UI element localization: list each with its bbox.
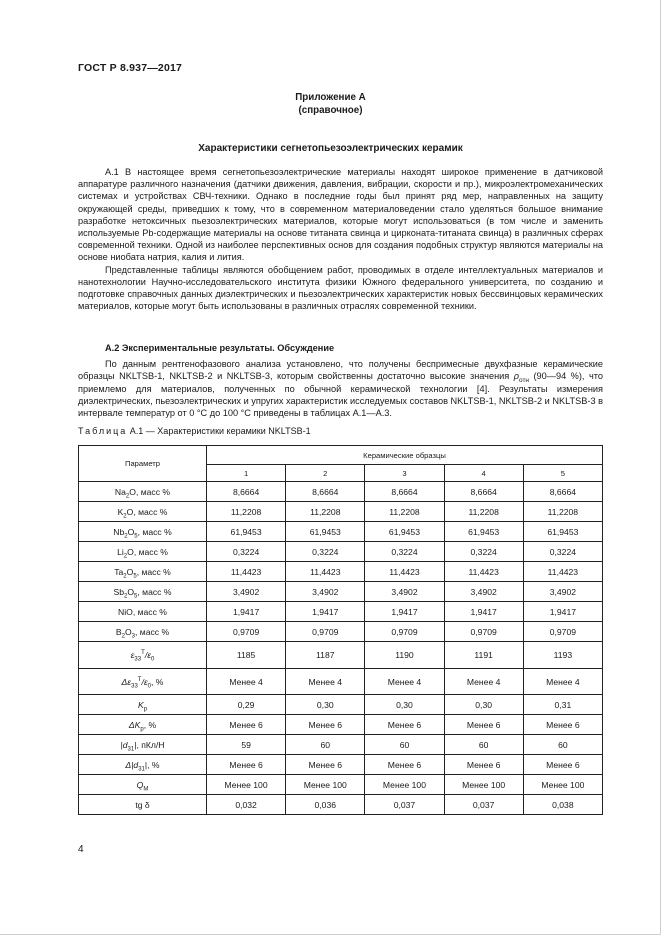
value-cell: 0,9709 — [207, 622, 286, 642]
table-caption-word: Таблица — [78, 426, 128, 436]
value-cell: 0,3224 — [444, 542, 523, 562]
value-cell: 8,6664 — [523, 482, 602, 502]
rho-symbol: ρ — [513, 371, 520, 382]
parameter-label-part: p — [140, 726, 144, 733]
value-cell: 0,3224 — [365, 542, 444, 562]
parameter-label-part: NiO, масс % — [118, 606, 167, 617]
value-cell: 3,4902 — [207, 582, 286, 602]
table-row — [79, 642, 603, 669]
value-cell: 0,9709 — [286, 622, 365, 642]
value-cell: 0,9709 — [444, 622, 523, 642]
parameter-label-part: p — [143, 706, 148, 713]
parameter-label-part: 33 — [131, 683, 138, 690]
value-cell: 61,9453 — [207, 522, 286, 542]
page-number: 4 — [78, 844, 84, 855]
value-cell: 3,4902 — [286, 582, 365, 602]
value-cell: 0,032 — [207, 795, 286, 815]
parameter-cell — [79, 735, 207, 755]
column-header-sample-5: 5 — [523, 465, 602, 482]
section-a1 — [78, 166, 603, 312]
table-row — [79, 669, 603, 695]
value-cell: 61,9453 — [444, 522, 523, 542]
parameter-label-part: Na — [114, 486, 126, 497]
value-cell: 0,3224 — [523, 542, 602, 562]
value-cell: Менее 6 — [523, 715, 602, 735]
value-cell: 0,037 — [365, 795, 444, 815]
parameter-cell — [79, 602, 207, 622]
value-cell: 0,29 — [207, 695, 286, 715]
value-cell: 61,9453 — [523, 522, 602, 542]
value-cell: Менее 100 — [286, 775, 365, 795]
value-cell: 1193 — [523, 642, 602, 669]
value-cell: 11,2208 — [444, 502, 523, 522]
parameter-label-part: 2 — [124, 593, 128, 600]
value-cell: 0,30 — [365, 695, 444, 715]
table-row — [79, 502, 603, 522]
parameter-label-part: O, масс % — [127, 546, 168, 557]
value-cell: 3,4902 — [365, 582, 444, 602]
parameter-label-part: |, % — [144, 759, 160, 770]
parameter-cell — [79, 622, 207, 642]
column-header-sample-3: 3 — [365, 465, 444, 482]
parameter-cell — [79, 582, 207, 602]
value-cell: 0,037 — [444, 795, 523, 815]
value-cell: 0,9709 — [523, 622, 602, 642]
value-cell: 61,9453 — [365, 522, 444, 542]
value-cell: 11,2208 — [286, 502, 365, 522]
parameter-label-part: ΔK — [128, 719, 141, 730]
column-header-samples: Керамические образцы — [207, 446, 603, 465]
rho-subscript: отн — [519, 377, 529, 385]
paragraph: А.1 В настоящее время сегнетопьезоэлектрические материалы находят широкое применение в датчиковой аппаратуре различного назначения (датчики движения, давления, вибрации, скорости и пр.), микроэлектромеханических системах и устройствах СВЧ-техники. Однако в последние годы был принят ряд мер, направленных на защиту окружающей среды, приведших к тому, что в современном материаловедении стало уделяться большое внимание разработке нетоксичных пьезоэлектрических материалов, которые могут использоваться (в том числе и заменить используемые Pb-содержащие материалы на основе титаната свинца и цирконата-титаната свинца) в различных сферах современной техники. Одной из наиболее перспективных основ для создания подобных структур являются материалы на основе ниобата натрия, калия и лития. — [78, 167, 603, 263]
value-cell: 60 — [286, 735, 365, 755]
parameter-cell — [79, 695, 207, 715]
value-cell: 0,9709 — [365, 622, 444, 642]
parameter-cell — [79, 715, 207, 735]
table-row — [79, 795, 603, 815]
parameter-label-part: Ta — [114, 566, 124, 577]
value-cell: Менее 6 — [286, 715, 365, 735]
parameter-label-part: 2 — [125, 493, 130, 500]
table-row — [79, 522, 603, 542]
table-row — [79, 775, 603, 795]
value-cell: 11,4423 — [444, 562, 523, 582]
value-cell: 11,2208 — [523, 502, 602, 522]
parameter-label-part: Li — [117, 546, 124, 557]
value-cell: Менее 6 — [365, 715, 444, 735]
column-header-sample-4: 4 — [444, 465, 523, 482]
paragraph-text: По данным рентгенофазового анализа установлено, что получены беспримесные двухфазные керамические образцы NKLTSB-1, NKLTSB-2 и NKLTSB-3, которым свойственны достаточно высокие значения — [78, 359, 603, 382]
parameter-label-part: , % — [151, 676, 164, 687]
parameter-label-part: 2 — [123, 573, 127, 580]
parameter-label-part: 2 — [123, 513, 127, 520]
parameter-label-part: O — [124, 626, 132, 637]
document-header: ГОСТ Р 8.937—2017 — [78, 62, 183, 74]
parameter-label-part: 5 — [134, 533, 138, 540]
parameter-label-part: O — [126, 566, 134, 577]
value-cell: Менее 6 — [444, 715, 523, 735]
value-cell: 1191 — [444, 642, 523, 669]
column-header-parameter: Параметр — [79, 446, 207, 482]
appendix-subtitle: (справочное) — [298, 105, 363, 116]
paragraph: Представленные таблицы являются обобщением работ, проводимых в отделе интеллектуальных материалов и нанотехнологии Научно-исследовательского института физики Южного федерального университета, по созданию и подготовке справочных данных диэлектрических и пьезоэлектрических характеристик новых бессвинцовых керамических материалов, которые могут быть использованы в различных отраслях современной техники. — [78, 264, 603, 312]
value-cell: 59 — [207, 735, 286, 755]
section-title: Характеристики сегнетопьезоэлектрических керамик — [198, 143, 463, 154]
value-cell: Менее 6 — [207, 755, 286, 775]
table-row — [79, 755, 603, 775]
value-cell: Менее 100 — [365, 775, 444, 795]
value-cell: Менее 100 — [444, 775, 523, 795]
column-header-sample-1: 1 — [207, 465, 286, 482]
parameter-cell — [79, 669, 207, 695]
parameter-label-part: Nb — [113, 526, 125, 537]
table-row — [79, 482, 603, 502]
value-cell: Менее 100 — [523, 775, 602, 795]
value-cell: 1,9417 — [286, 602, 365, 622]
column-header-sample-2: 2 — [286, 465, 365, 482]
parameter-label-part: Δ|d — [125, 759, 139, 770]
table-caption-text: А.1 — Характеристики керамики NKLTSB-1 — [127, 426, 311, 436]
parameter-cell — [79, 755, 207, 775]
parameter-label-part: T — [141, 650, 145, 657]
table-row — [79, 735, 603, 755]
value-cell: 11,4423 — [365, 562, 444, 582]
parameter-label-part: 2 — [124, 533, 128, 540]
value-cell: Менее 6 — [523, 755, 602, 775]
value-cell: 0,036 — [286, 795, 365, 815]
value-cell: 8,6664 — [444, 482, 523, 502]
parameter-label-part: O — [127, 586, 135, 597]
parameter-label-part: O — [127, 526, 135, 537]
table-row — [79, 562, 603, 582]
parameter-label-part: B — [115, 626, 122, 637]
table-row — [79, 622, 603, 642]
value-cell: 1187 — [286, 642, 365, 669]
table-row — [79, 582, 603, 602]
value-cell: 3,4902 — [523, 582, 602, 602]
section-a2 — [78, 342, 603, 419]
parameter-label-part: 5 — [134, 593, 138, 600]
value-cell: 8,6664 — [365, 482, 444, 502]
parameter-cell — [79, 482, 207, 502]
value-cell: 11,4423 — [523, 562, 602, 582]
parameter-cell — [79, 642, 207, 669]
value-cell: Менее 4 — [365, 669, 444, 695]
value-cell: 0,30 — [286, 695, 365, 715]
value-cell: 1,9417 — [523, 602, 602, 622]
parameter-label-part: 2 — [123, 553, 128, 560]
value-cell: 60 — [523, 735, 602, 755]
value-cell: Менее 6 — [207, 715, 286, 735]
parameter-label-part: 5 — [133, 573, 137, 580]
value-cell: 0,3224 — [286, 542, 365, 562]
value-cell: Менее 6 — [444, 755, 523, 775]
value-cell: 11,4423 — [286, 562, 365, 582]
parameter-label-part: 31 — [138, 766, 145, 773]
table-row — [79, 695, 603, 715]
value-cell: 0,038 — [523, 795, 602, 815]
parameter-label-part: 31 — [127, 746, 135, 753]
value-cell: 8,6664 — [207, 482, 286, 502]
parameter-label-part: O, масс % — [129, 486, 171, 497]
parameter-label-part: K — [137, 699, 144, 710]
value-cell: 1,9417 — [207, 602, 286, 622]
parameter-label-part: Sb — [113, 586, 124, 597]
value-cell: 3,4902 — [444, 582, 523, 602]
parameter-label-part: K — [117, 506, 124, 517]
value-cell: 8,6664 — [286, 482, 365, 502]
parameter-label-part: , % — [143, 719, 157, 730]
parameter-label-part: |d — [120, 739, 128, 750]
parameter-cell — [79, 795, 207, 815]
parameter-label-part: M — [143, 786, 149, 793]
value-cell: 1,9417 — [444, 602, 523, 622]
appendix-title: Приложение А — [295, 92, 366, 103]
value-cell: 60 — [365, 735, 444, 755]
value-cell: 0,31 — [523, 695, 602, 715]
value-cell: 11,2208 — [365, 502, 444, 522]
value-cell: 0,30 — [444, 695, 523, 715]
parameter-label-part: 33 — [134, 656, 142, 663]
parameter-label-part: ε — [130, 650, 135, 660]
value-cell: Менее 6 — [365, 755, 444, 775]
parameter-label-part: /ε — [141, 676, 148, 687]
table-row — [79, 715, 603, 735]
parameter-label-part: tg δ — [135, 799, 150, 810]
value-cell: 1185 — [207, 642, 286, 669]
value-cell: Менее 4 — [286, 669, 365, 695]
parameter-cell — [79, 775, 207, 795]
section-heading: А.2 Экспериментальные результаты. Обсуждение — [105, 343, 335, 353]
value-cell: Менее 4 — [523, 669, 602, 695]
parameter-label-part: 2 — [121, 633, 125, 640]
table-body — [79, 482, 603, 815]
value-cell: 1190 — [365, 642, 444, 669]
table-row — [79, 542, 603, 562]
parameter-label-part: , масс % — [137, 586, 172, 597]
parameter-cell — [79, 542, 207, 562]
paragraph — [78, 358, 603, 419]
parameter-label-part: Q — [136, 779, 144, 790]
parameter-cell — [79, 562, 207, 582]
parameter-label-part: T — [137, 676, 142, 683]
value-cell: 0,3224 — [207, 542, 286, 562]
parameter-label-part: , масс % — [135, 626, 170, 637]
value-cell: 11,2208 — [207, 502, 286, 522]
parameter-cell — [79, 502, 207, 522]
value-cell: Менее 6 — [286, 755, 365, 775]
value-cell: 11,4423 — [207, 562, 286, 582]
parameter-label-part: 0 — [147, 683, 152, 690]
value-cell: 1,9417 — [365, 602, 444, 622]
paragraph-text: (90—94 %), что приемлемо для материалов, полученных по обычной керамической технологии [4]. Результаты измерения диэлектрических, пьезоэлектрических и упругих характеристик исследуемых составов NKLTSB-1, NKLTSB-2 и NKLTSB-3 в интервале температур от 0 °С до 100 °С приведены в таблицах А.1—А.3. — [78, 371, 603, 419]
value-cell: Менее 4 — [207, 669, 286, 695]
value-cell: Менее 4 — [444, 669, 523, 695]
parameter-label-part: , масс % — [137, 526, 172, 537]
parameter-label-part: /ε — [144, 650, 151, 660]
table-caption — [78, 426, 311, 436]
value-cell: 61,9453 — [286, 522, 365, 542]
characteristics-table — [78, 445, 603, 815]
parameter-label-part: 3 — [131, 633, 136, 640]
parameter-label-part: |, пКл/Н — [134, 739, 165, 750]
parameter-label-part: O, масс % — [126, 506, 168, 517]
parameter-label-part: 0 — [150, 656, 155, 663]
parameter-label-part: Δε — [121, 676, 132, 687]
value-cell: Менее 100 — [207, 775, 286, 795]
parameter-label-part: , масс % — [136, 566, 171, 577]
value-cell: 60 — [444, 735, 523, 755]
table-row — [79, 602, 603, 622]
parameter-cell — [79, 522, 207, 542]
